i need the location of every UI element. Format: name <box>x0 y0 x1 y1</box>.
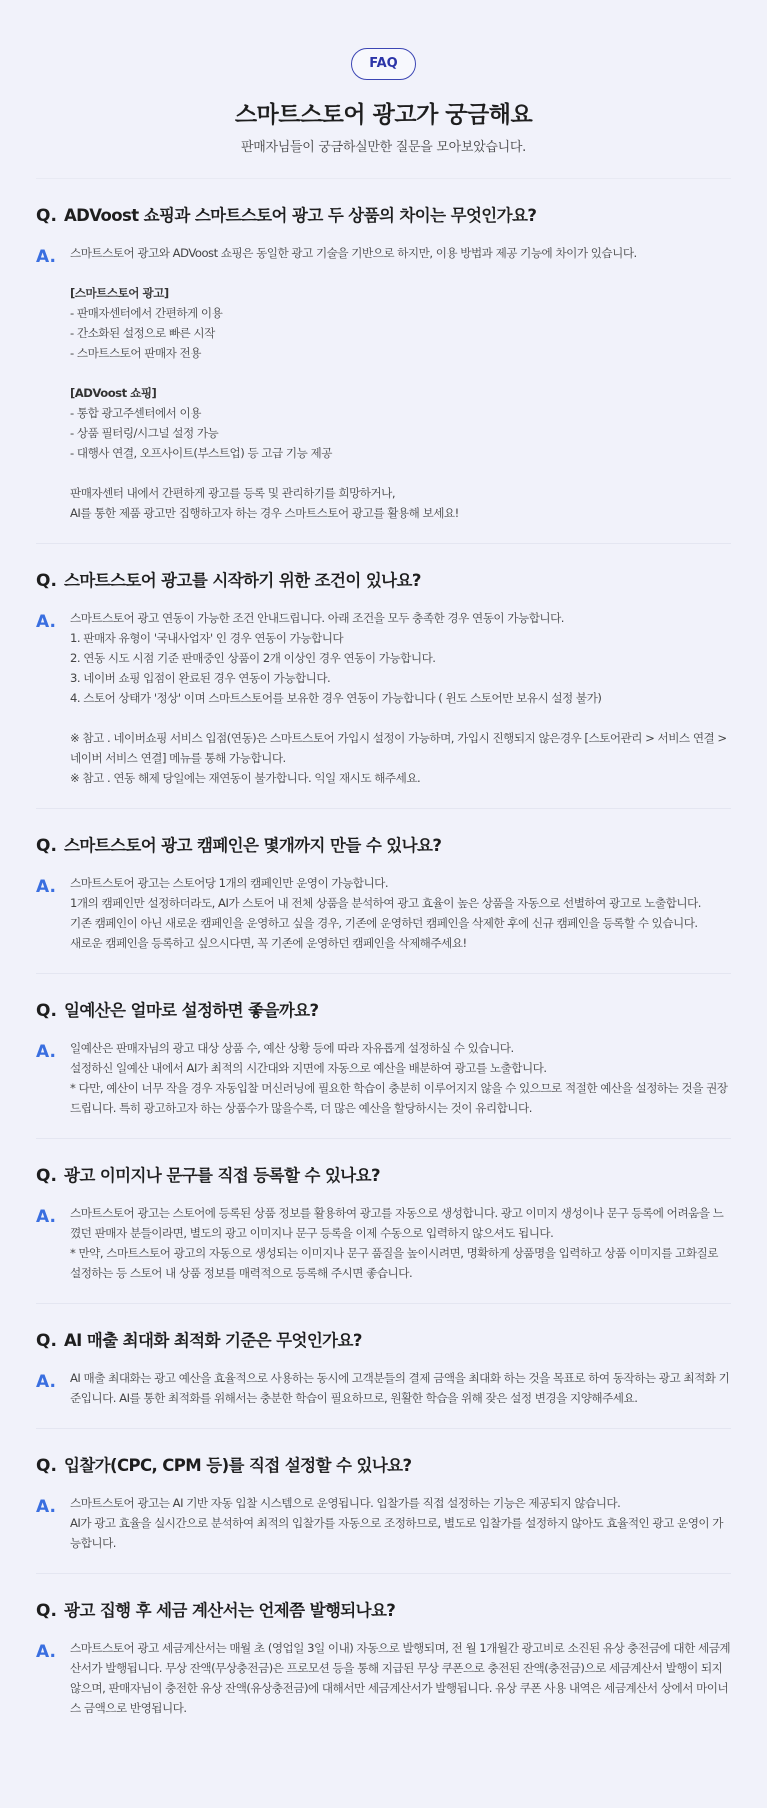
question-marker: Q. <box>36 1166 57 1186</box>
answer-line: - 상품 필터링/시그널 설정 가능 <box>70 426 219 440</box>
faq-list <box>36 178 731 1738</box>
answer-marker: A. <box>36 1372 56 1392</box>
answer-line: 3. 네이버 쇼핑 입점이 완료된 경우 연동이 가능합니다. <box>70 671 331 685</box>
answer-text <box>70 243 731 523</box>
faq-header <box>0 48 767 158</box>
page-title: 스마트스토어 광고가 궁금해요 <box>234 102 533 128</box>
faq-item <box>36 973 731 1138</box>
question-row <box>36 998 731 1024</box>
question-text: 스마트스토어 광고를 시작하기 위한 조건이 있나요? <box>64 571 421 590</box>
answer-line: 판매자센터 내에서 간편하게 광고를 등록 및 관리하기를 희망하거나, <box>70 486 396 500</box>
answer-row <box>36 1368 731 1408</box>
question-marker: Q. <box>36 571 57 591</box>
answer-line: 설정하신 일예산 내에서 AI가 최적의 시간대와 지면에 자동으로 예산을 배분하여 광고를 노출합니다. <box>70 1061 547 1075</box>
answer-line: AI를 통한 제품 광고만 집행하고자 하는 경우 스마트스토어 광고를 활용해 보세요! <box>70 506 459 520</box>
answer-row <box>36 1638 731 1718</box>
answer-line: * 다만, 예산이 너무 작을 경우 자동입찰 머신러닝에 필요한 학습이 충분히 이루어지지 않을 수 있으므로 적절한 예산을 설정하는 것을 권장드립니다. 특히 광고하고자 하는 상품수가 많을수록, 더 많은 예산을 할당하시는 것이 유리합니다. <box>70 1081 728 1115</box>
page-subtitle: 판매자님들이 궁금하실만한 질문을 모아보았습니다. <box>240 140 526 155</box>
answer-spacer <box>70 263 731 283</box>
answer-spacer <box>70 463 731 483</box>
question-text: 광고 이미지나 문구를 직접 등록할 수 있나요? <box>64 1166 380 1185</box>
answer-line: - 판매자센터에서 간편하게 이용 <box>70 306 223 320</box>
question-row <box>36 1163 731 1189</box>
answer-spacer <box>70 363 731 383</box>
answer-line: 스마트스토어 광고와 ADVoost 쇼핑은 동일한 광고 기술을 기반으로 하지만, 이용 방법과 제공 기능에 차이가 있습니다. <box>70 246 637 260</box>
question-row <box>36 203 731 229</box>
question-marker: Q. <box>36 1601 57 1621</box>
question-text: 일예산은 얼마로 설정하면 좋을까요? <box>64 1001 319 1020</box>
answer-text <box>70 873 731 953</box>
answer-line: 스마트스토어 광고는 스토어에 등록된 상품 정보를 활용하여 광고를 자동으로 생성합니다. 광고 이미지 생성이나 문구 등록에 어려움을 느꼈던 판매자 분들이라면, 별도의 광고 이미지나 문구 등록을 이제 수동으로 입력하지 않으셔도 됩니다. <box>70 1206 724 1240</box>
answer-line: 2. 연동 시도 시점 기준 판매중인 상품이 2개 이상인 경우 연동이 가능합니다. <box>70 651 436 665</box>
answer-text <box>70 608 731 788</box>
answer-marker: A. <box>36 1042 56 1062</box>
question-text: 입찰가(CPC, CPM 등)를 직접 설정할 수 있나요? <box>64 1456 412 1475</box>
faq-item <box>36 543 731 808</box>
question-row <box>36 568 731 594</box>
answer-row <box>36 243 731 523</box>
answer-text <box>70 1203 731 1283</box>
faq-item <box>36 1573 731 1738</box>
answer-line: 스마트스토어 광고 세금계산서는 매월 초 (영업일 3일 이내) 자동으로 발행되며, 전 월 1개월간 광고비로 소진된 유상 충전금에 대한 세금계산서가 발행됩니다. 무상 잔액(무상충전금)은 프로모션 등을 통해 지급된 무상 쿠폰으로 충전된 잔액(충전금)으로 세금계산서 발행이 되지 않으며, 판매자님이 충전한 유상 잔액(유상충전금)에 대해서만 세금계산서가 발행됩니다. 유상 쿠폰 사용 내역은 세금계산서 상에서 마이너스 금액으로 반영됩니다. <box>70 1641 731 1715</box>
answer-text <box>70 1638 731 1718</box>
answer-line: 1. 판매자 유형이 '국내사업자' 인 경우 연동이 가능합니다 <box>70 631 344 645</box>
answer-line: AI가 광고 효율을 실시간으로 분석하여 최적의 입찰가를 자동으로 조정하므로, 별도로 입찰가를 설정하지 않아도 효율적인 광고 운영이 가능합니다. <box>70 1516 723 1550</box>
faq-item <box>36 1303 731 1428</box>
answer-row <box>36 608 731 788</box>
question-marker: Q. <box>36 1001 57 1021</box>
answer-line: ※ 참고 . 네이버쇼핑 서비스 입점(연동)은 스마트스토어 가입시 설정이 가능하며, 가입시 진행되지 않은경우 [스토어관리 > 서비스 연결 > 네이버 서비스 연결] 메뉴를 통해 가능합니다. <box>70 731 727 765</box>
answer-line: AI 매출 최대화는 광고 예산을 효율적으로 사용하는 동시에 고객분들의 결제 금액을 최대화 하는 것을 목표로 하여 동작하는 광고 최적화 기준입니다. AI를 통한 최적화를 위해서는 충분한 학습이 필요하므로, 원활한 학습을 위해 잦은 설정 변경을 지양해주세요. <box>70 1371 730 1405</box>
answer-row <box>36 873 731 953</box>
answer-section-heading: [ADVoost 쇼핑] <box>70 386 157 400</box>
answer-line: ※ 참고 . 연동 해제 당일에는 재연동이 불가합니다. 익일 재시도 해주세요. <box>70 771 421 785</box>
answer-line: 4. 스토어 상태가 '정상' 이며 스마트스토어를 보유한 경우 연동이 가능합니다 ( 윈도 스토어만 보유시 설정 불가) <box>70 691 602 705</box>
answer-line: - 스마트스토어 판매자 전용 <box>70 346 201 360</box>
faq-item <box>36 178 731 543</box>
question-row <box>36 833 731 859</box>
answer-section-heading: [스마트스토어 광고] <box>70 286 169 300</box>
answer-text <box>70 1493 731 1553</box>
answer-line: 1개의 캠페인만 설정하더라도, AI가 스토어 내 전체 상품을 분석하여 광고 효율이 높은 상품을 자동으로 선별하여 광고로 노출합니다. <box>70 896 701 910</box>
answer-marker: A. <box>36 1497 56 1517</box>
answer-text <box>70 1368 731 1408</box>
answer-marker: A. <box>36 1642 56 1662</box>
question-row <box>36 1598 731 1624</box>
faq-badge: FAQ <box>351 48 416 80</box>
faq-item <box>36 1428 731 1573</box>
faq-item <box>36 1138 731 1303</box>
answer-marker: A. <box>36 1207 56 1227</box>
answer-line: 스마트스토어 광고 연동이 가능한 조건 안내드립니다. 아래 조건을 모두 충족한 경우 연동이 가능합니다. <box>70 611 564 625</box>
answer-marker: A. <box>36 247 56 267</box>
answer-line: 일예산은 판매자님의 광고 대상 상품 수, 예산 상황 등에 따라 자유롭게 설정하실 수 있습니다. <box>70 1041 514 1055</box>
answer-line: 스마트스토어 광고는 스토어당 1개의 캠페인만 운영이 가능합니다. <box>70 876 389 890</box>
answer-line: * 만약, 스마트스토어 광고의 자동으로 생성되는 이미지나 문구 품질을 높이시려면, 명확하게 상품명을 입력하고 상품 이미지를 고화질로 설정하는 등 스토어 내 상품 정보를 매력적으로 등록해 주시면 좋습니다. <box>70 1246 718 1280</box>
question-marker: Q. <box>36 206 57 226</box>
faq-item <box>36 808 731 973</box>
answer-line: - 간소화된 설정으로 빠른 시작 <box>70 326 215 340</box>
answer-text <box>70 1038 731 1118</box>
question-marker: Q. <box>36 1331 57 1351</box>
answer-row <box>36 1493 731 1553</box>
answer-marker: A. <box>36 877 56 897</box>
answer-line: 스마트스토어 광고는 AI 기반 자동 입찰 시스템으로 운영됩니다. 입찰가를 직접 설정하는 기능은 제공되지 않습니다. <box>70 1496 621 1510</box>
answer-line: 기존 캠페인이 아닌 새로운 캠페인을 운영하고 싶을 경우, 기존에 운영하던 캠페인을 삭제한 후에 신규 캠페인을 등록할 수 있습니다. <box>70 916 698 930</box>
question-text: 광고 집행 후 세금 계산서는 언제쯤 발행되나요? <box>64 1601 396 1620</box>
answer-row <box>36 1038 731 1118</box>
question-row <box>36 1328 731 1354</box>
question-text: ADVoost 쇼핑과 스마트스토어 광고 두 상품의 차이는 무엇인가요? <box>64 206 537 225</box>
answer-row <box>36 1203 731 1283</box>
question-row <box>36 1453 731 1479</box>
question-text: 스마트스토어 광고 캠페인은 몇개까지 만들 수 있나요? <box>64 836 442 855</box>
answer-line: - 대행사 연결, 오프사이트(부스트업) 등 고급 기능 제공 <box>70 446 332 460</box>
answer-line: 새로운 캠페인을 등록하고 싶으시다면, 꼭 기존에 운영하던 캠페인을 삭제해주세요! <box>70 936 467 950</box>
answer-line: - 통합 광고주센터에서 이용 <box>70 406 201 420</box>
question-marker: Q. <box>36 1456 57 1476</box>
answer-spacer <box>70 708 731 728</box>
question-text: AI 매출 최대화 최적화 기준은 무엇인가요? <box>64 1331 362 1350</box>
question-marker: Q. <box>36 836 57 856</box>
answer-marker: A. <box>36 612 56 632</box>
